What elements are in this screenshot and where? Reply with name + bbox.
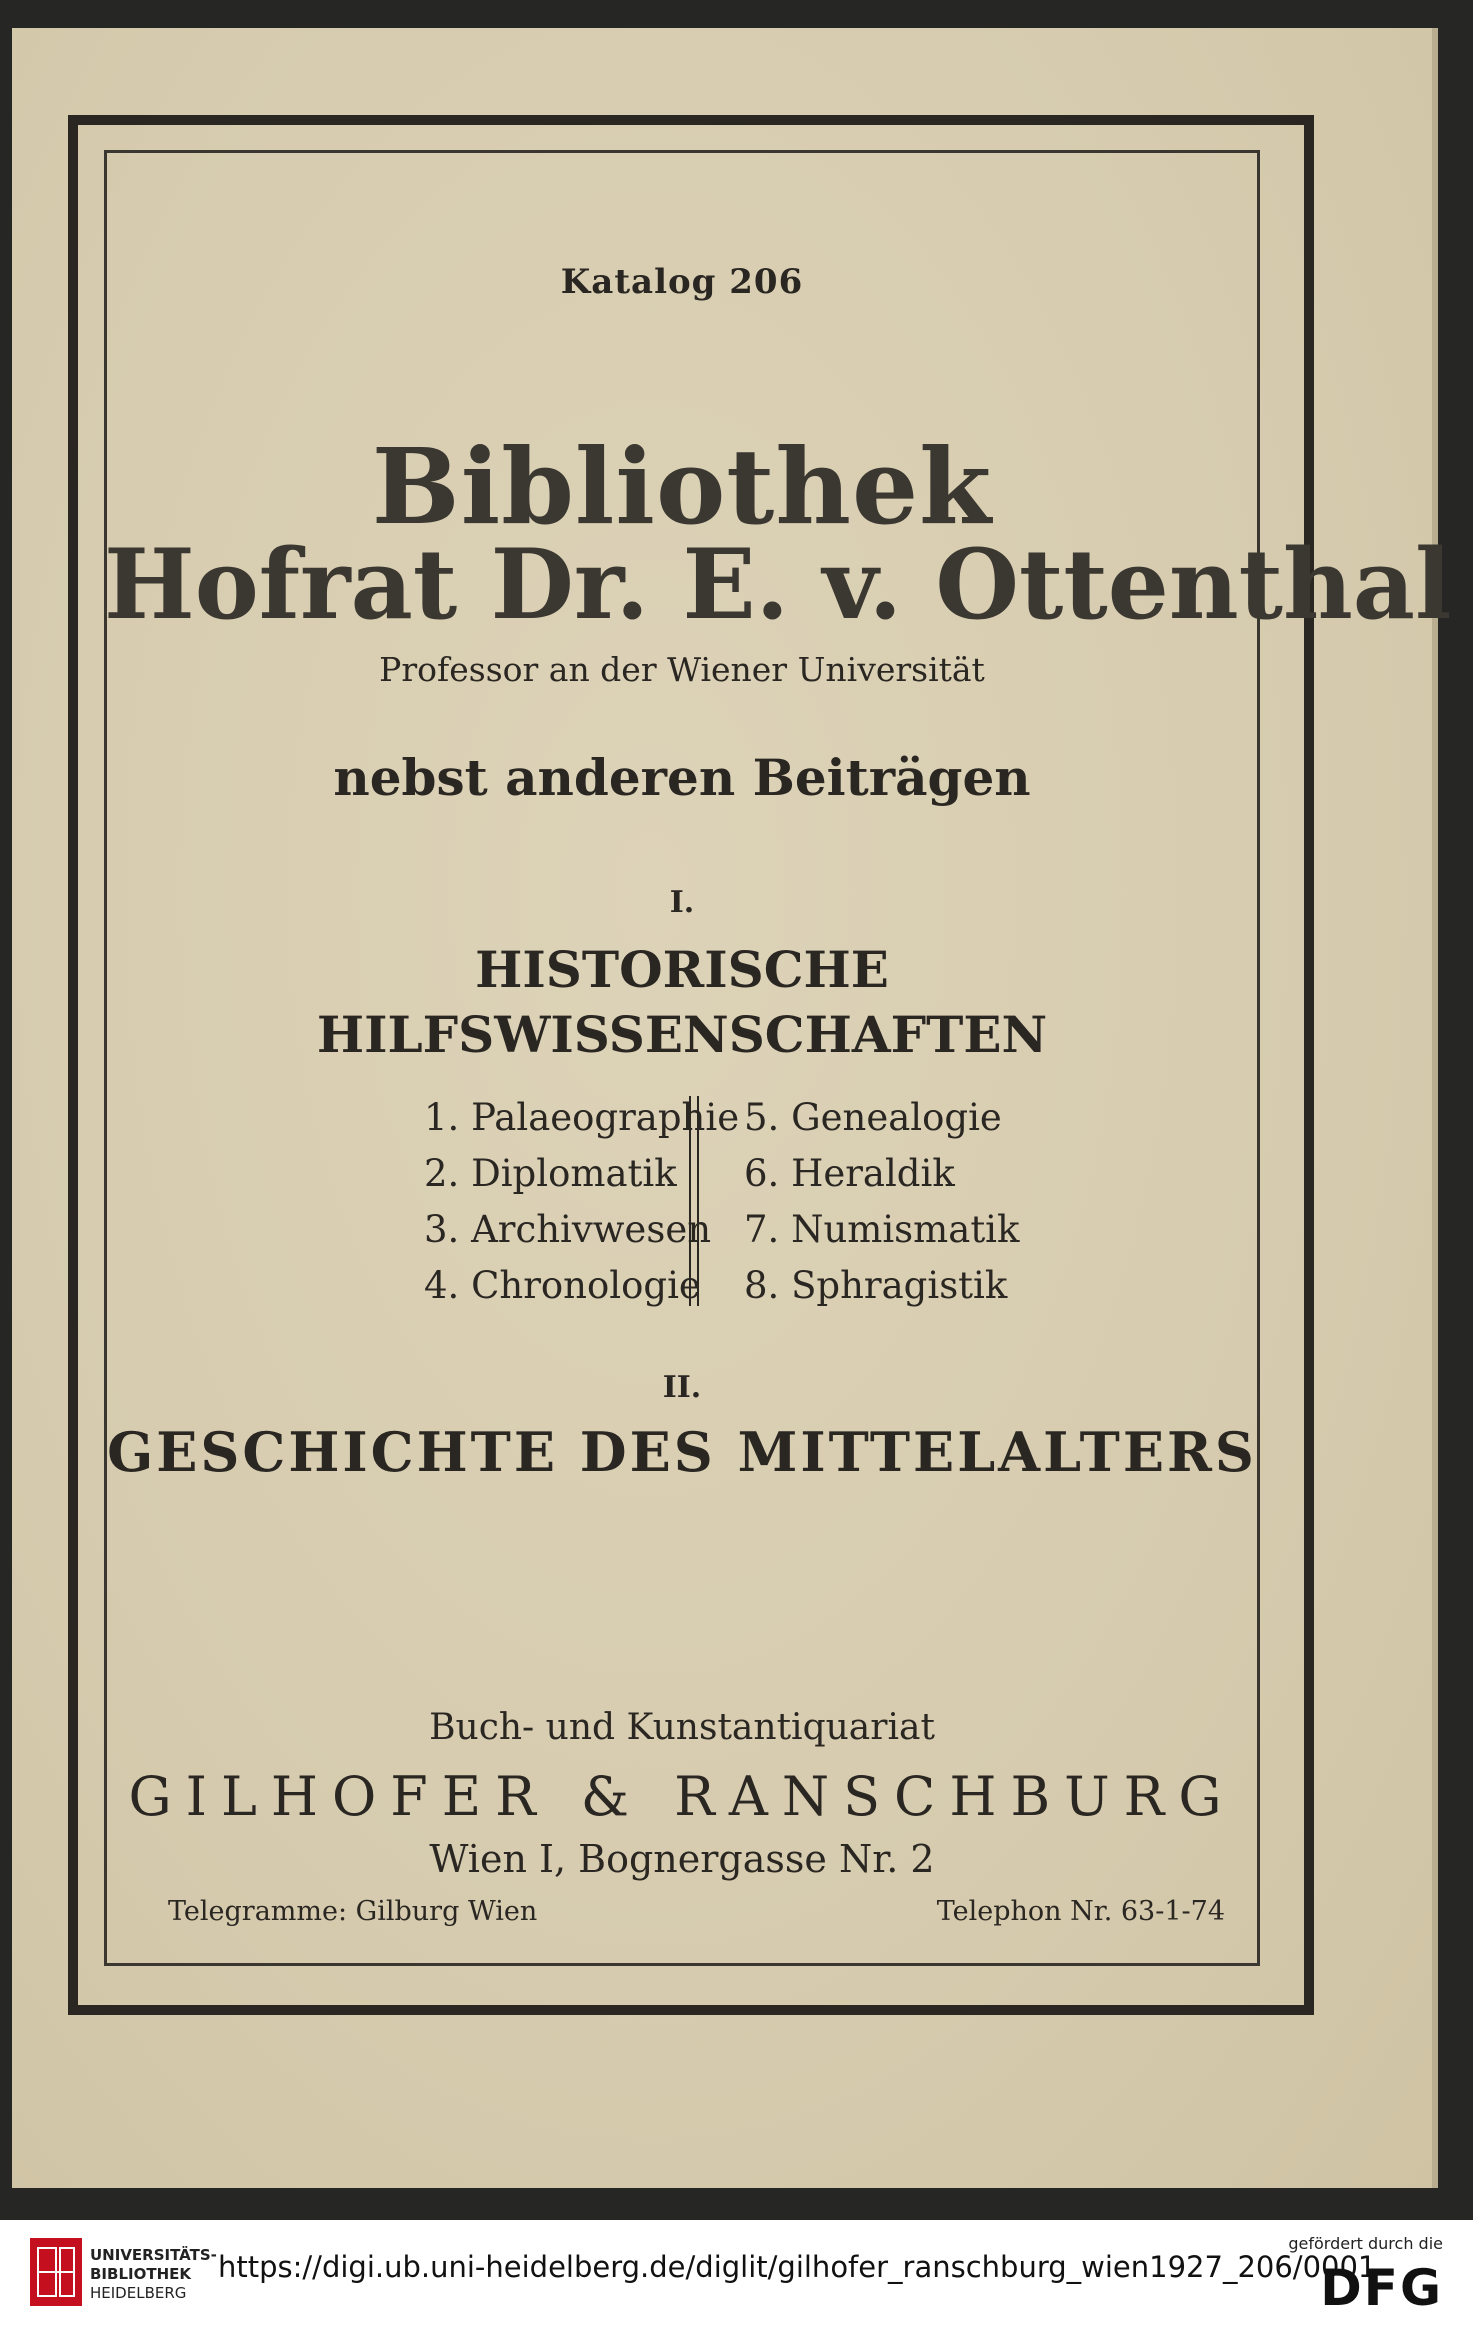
library-name-line: UNIVERSITÄTS-	[90, 2246, 217, 2264]
section-1-number: I.	[669, 885, 695, 920]
column-divider	[689, 1096, 699, 1306]
dfg-logo: DFG	[1320, 2259, 1443, 2317]
library-name-line: BIBLIOTHEK	[90, 2265, 191, 2283]
library-name-line: HEIDELBERG	[90, 2284, 187, 2302]
subtitle-nebst: nebst anderen Beiträgen	[333, 748, 1031, 807]
publisher-address: Wien I, Bognergasse Nr. 2	[429, 1837, 935, 1881]
catalog-number: Katalog 206	[560, 262, 804, 302]
topic-item: 2. Diplomatik	[424, 1152, 677, 1195]
section-1-title-line2: HILFSWISSENSCHAFTEN	[316, 1005, 1048, 1064]
topic-item: 6. Heraldik	[744, 1152, 955, 1195]
publisher-telegram: Telegramme: Gilburg Wien	[168, 1896, 538, 1927]
publisher-telephone: Telephon Nr. 63-1-74	[936, 1896, 1225, 1927]
publisher-type: Buch- und Kunstantiquariat	[429, 1707, 935, 1748]
topic-item: 1. Palaeographie	[424, 1096, 740, 1139]
publisher-name: GILHOFER & RANSCHBURG	[128, 1765, 1236, 1828]
subtitle-professor: Professor an der Wiener Universität	[379, 650, 985, 689]
topics-list	[104, 1090, 1260, 1310]
title-owner-name: Hofrat Dr. E. v. Ottenthal	[104, 528, 1452, 641]
topic-item: 4. Chronologie	[424, 1264, 701, 1307]
topic-item: 5. Genealogie	[744, 1096, 1002, 1139]
section-2-title: GESCHICHTE DES MITTELALTERS	[107, 1420, 1257, 1484]
topic-item: 7. Numismatik	[744, 1208, 1020, 1251]
topics-right-column	[744, 1090, 1064, 1314]
library-name	[90, 2246, 217, 2303]
viewer-footer	[0, 2220, 1473, 2325]
topic-item: 8. Sphragistik	[744, 1264, 1008, 1307]
ub-heidelberg-logo-icon	[30, 2238, 82, 2306]
section-2-number: II.	[662, 1370, 702, 1405]
funding-caption: gefördert durch die	[1288, 2234, 1443, 2253]
section-1-title-line1: HISTORISCHE	[475, 940, 889, 999]
permalink-url[interactable]: https://digi.ub.uni-heidelberg.de/diglit/gilhofer_ranschburg_wien1927_206/0001	[218, 2250, 1377, 2284]
topic-item: 3. Archivwesen	[424, 1208, 712, 1251]
title-bibliothek: Bibliothek	[371, 425, 993, 548]
